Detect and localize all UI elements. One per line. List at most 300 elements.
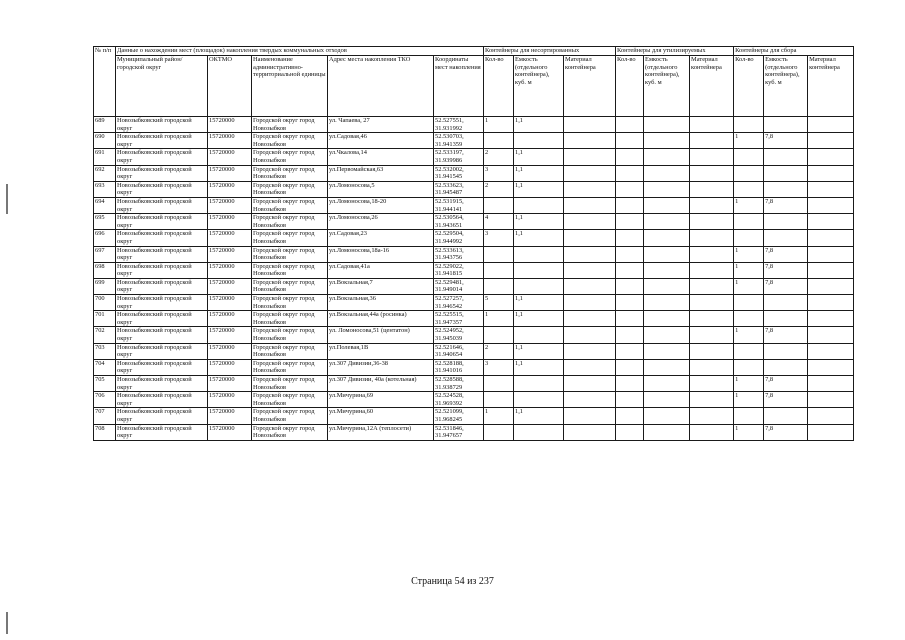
cell-unsorted-qty: 5: [484, 295, 514, 311]
cell-collect-capacity: 7,8: [764, 262, 808, 278]
cell-recycle-capacity: [644, 197, 690, 213]
cell-recycle-capacity: [644, 295, 690, 311]
cell-coords: 52.528188, 31.941016: [434, 359, 484, 375]
cell-coords: 52.521646, 31.940654: [434, 343, 484, 359]
cell-recycle-qty: [616, 197, 644, 213]
cell-recycle-capacity: [644, 359, 690, 375]
cell-district: Новозыбковский городской округ: [116, 376, 208, 392]
table-row: [94, 327, 854, 343]
cell-unsorted-qty: [484, 392, 514, 408]
cell-recycle-material: [690, 311, 734, 327]
cell-collect-qty: [734, 295, 764, 311]
table-row: [94, 392, 854, 408]
cell-unsorted-capacity: [514, 262, 564, 278]
header-group-collect: Контейнеры для сбора: [734, 47, 854, 56]
cell-unsorted-capacity: [514, 327, 564, 343]
cell-district: Новозыбковский городской округ: [116, 343, 208, 359]
header-unsorted-capacity: Емкость (отдельного контейнера), куб. м: [514, 56, 564, 117]
cell-recycle-material: [690, 181, 734, 197]
cell-coords: 52.521099, 31.968245: [434, 408, 484, 424]
cell-unsorted-material: [564, 117, 616, 133]
cell-recycle-qty: [616, 278, 644, 294]
cell-collect-material: [808, 278, 854, 294]
cell-unsorted-qty: [484, 278, 514, 294]
cell-unsorted-qty: 2: [484, 149, 514, 165]
cell-unit: Городской округ город Новозыбков: [252, 327, 328, 343]
cell-unsorted-material: [564, 424, 616, 440]
table-row: [94, 149, 854, 165]
cell-oktmo: 15720000: [208, 424, 252, 440]
cell-address: ул.307 Дивизии,36-38: [328, 359, 434, 375]
cell-unsorted-material: [564, 214, 616, 230]
cell-unsorted-capacity: [514, 197, 564, 213]
cell-address: ул.Садовая,41а: [328, 262, 434, 278]
cell-unit: Городской округ город Новозыбков: [252, 246, 328, 262]
cell-oktmo: 15720000: [208, 214, 252, 230]
cell-oktmo: 15720000: [208, 392, 252, 408]
cell-collect-capacity: [764, 165, 808, 181]
cell-unsorted-material: [564, 408, 616, 424]
cell-collect-material: [808, 197, 854, 213]
header-recycle-qty: Кол-во: [616, 56, 644, 117]
cell-oktmo: 15720000: [208, 376, 252, 392]
cell-unsorted-material: [564, 246, 616, 262]
cell-recycle-material: [690, 327, 734, 343]
cell-recycle-capacity: [644, 214, 690, 230]
cell-collect-qty: 1: [734, 376, 764, 392]
cell-recycle-qty: [616, 327, 644, 343]
cell-coords: 52.524528, 31.969392: [434, 392, 484, 408]
cell-collect-capacity: [764, 295, 808, 311]
cell-collect-material: [808, 424, 854, 440]
cell-recycle-qty: [616, 343, 644, 359]
table-row: [94, 311, 854, 327]
table-row: [94, 214, 854, 230]
scan-margin-mark: [6, 612, 8, 634]
cell-collect-material: [808, 149, 854, 165]
cell-district: Новозыбковский городской округ: [116, 311, 208, 327]
header-recycle-material: Материал контейнера: [690, 56, 734, 117]
row-number: 697: [94, 246, 116, 262]
cell-unsorted-material: [564, 133, 616, 149]
header-unit: Наименование административно-территориальной единицы: [252, 56, 328, 117]
cell-recycle-material: [690, 359, 734, 375]
cell-unsorted-capacity: 1,1: [514, 149, 564, 165]
cell-oktmo: 15720000: [208, 295, 252, 311]
table-row: [94, 133, 854, 149]
cell-unsorted-material: [564, 376, 616, 392]
cell-recycle-material: [690, 424, 734, 440]
cell-unsorted-qty: 1: [484, 408, 514, 424]
header-group-row: [94, 47, 854, 56]
cell-district: Новозыбковский городской округ: [116, 246, 208, 262]
cell-collect-capacity: 7,8: [764, 327, 808, 343]
cell-recycle-qty: [616, 149, 644, 165]
cell-unsorted-capacity: [514, 246, 564, 262]
header-num: № п/п: [94, 47, 116, 117]
cell-coords: 52.527551, 31.931992: [434, 117, 484, 133]
row-number: 704: [94, 359, 116, 375]
cell-recycle-qty: [616, 214, 644, 230]
cell-oktmo: 15720000: [208, 311, 252, 327]
cell-collect-capacity: [764, 343, 808, 359]
cell-unsorted-capacity: [514, 376, 564, 392]
cell-collect-material: [808, 327, 854, 343]
header-oktmo: ОКТМО: [208, 56, 252, 117]
cell-unsorted-capacity: 1,1: [514, 214, 564, 230]
cell-unsorted-capacity: 1,1: [514, 230, 564, 246]
cell-recycle-material: [690, 343, 734, 359]
cell-collect-material: [808, 359, 854, 375]
cell-unit: Городской округ город Новозыбков: [252, 424, 328, 440]
cell-unit: Городской округ город Новозыбков: [252, 165, 328, 181]
cell-collect-qty: [734, 117, 764, 133]
cell-unit: Городской округ город Новозыбков: [252, 408, 328, 424]
cell-recycle-capacity: [644, 165, 690, 181]
cell-unit: Городской округ город Новозыбков: [252, 149, 328, 165]
table-row: [94, 278, 854, 294]
header-unsorted-qty: Кол-во: [484, 56, 514, 117]
cell-collect-qty: 1: [734, 197, 764, 213]
cell-unsorted-qty: 1: [484, 117, 514, 133]
cell-recycle-qty: [616, 311, 644, 327]
cell-address: ул.Первомайская,63: [328, 165, 434, 181]
header-district: Муниципальный район/городской округ: [116, 56, 208, 117]
row-number: 701: [94, 311, 116, 327]
cell-unsorted-material: [564, 343, 616, 359]
cell-recycle-capacity: [644, 149, 690, 165]
header-collect-capacity: Емкость (отдельного контейнера), куб. м: [764, 56, 808, 117]
waste-sites-table: [93, 46, 854, 441]
cell-district: Новозыбковский городской округ: [116, 149, 208, 165]
row-number: 689: [94, 117, 116, 133]
row-number: 699: [94, 278, 116, 294]
cell-recycle-capacity: [644, 181, 690, 197]
cell-unit: Городской округ город Новозыбков: [252, 376, 328, 392]
cell-unsorted-material: [564, 230, 616, 246]
cell-unsorted-capacity: [514, 424, 564, 440]
cell-recycle-capacity: [644, 392, 690, 408]
cell-collect-capacity: 7,8: [764, 133, 808, 149]
cell-coords: 52.530703, 31.941359: [434, 133, 484, 149]
cell-collect-material: [808, 230, 854, 246]
cell-district: Новозыбковский городской округ: [116, 359, 208, 375]
cell-unsorted-capacity: 1,1: [514, 343, 564, 359]
cell-unsorted-material: [564, 197, 616, 213]
cell-address: ул. Ломоносова,51 (центатон): [328, 327, 434, 343]
table-row: [94, 197, 854, 213]
cell-collect-qty: 1: [734, 278, 764, 294]
cell-coords: 52.527257, 31.946542: [434, 295, 484, 311]
cell-oktmo: 15720000: [208, 181, 252, 197]
cell-district: Новозыбковский городской округ: [116, 181, 208, 197]
cell-district: Новозыбковский городской округ: [116, 278, 208, 294]
row-number: 708: [94, 424, 116, 440]
cell-collect-qty: 1: [734, 392, 764, 408]
cell-collect-material: [808, 392, 854, 408]
cell-collect-material: [808, 133, 854, 149]
cell-recycle-material: [690, 408, 734, 424]
cell-unit: Городской округ город Новозыбков: [252, 343, 328, 359]
cell-unsorted-capacity: [514, 133, 564, 149]
cell-recycle-qty: [616, 117, 644, 133]
cell-recycle-qty: [616, 424, 644, 440]
cell-oktmo: 15720000: [208, 278, 252, 294]
cell-coords: 52.529504, 31.944992: [434, 230, 484, 246]
cell-collect-material: [808, 295, 854, 311]
cell-collect-capacity: 7,8: [764, 246, 808, 262]
cell-district: Новозыбковский городской округ: [116, 424, 208, 440]
cell-unit: Городской округ город Новозыбков: [252, 197, 328, 213]
cell-recycle-qty: [616, 165, 644, 181]
cell-unit: Городской округ город Новозыбков: [252, 262, 328, 278]
table-row: [94, 181, 854, 197]
row-number: 698: [94, 262, 116, 278]
cell-coords: 52.533623, 31.945487: [434, 181, 484, 197]
cell-recycle-material: [690, 117, 734, 133]
header-address: Адрес места накопления ТКО: [328, 56, 434, 117]
cell-oktmo: 15720000: [208, 359, 252, 375]
cell-collect-qty: 1: [734, 262, 764, 278]
cell-recycle-material: [690, 392, 734, 408]
cell-coords: 52.528588, 31.938729: [434, 376, 484, 392]
cell-address: ул.Мичурина,60: [328, 408, 434, 424]
header-coords: Координаты мест накопления: [434, 56, 484, 117]
cell-unsorted-qty: 2: [484, 181, 514, 197]
cell-unit: Городской округ город Новозыбков: [252, 181, 328, 197]
cell-oktmo: 15720000: [208, 165, 252, 181]
cell-collect-capacity: [764, 311, 808, 327]
cell-unit: Городской округ город Новозыбков: [252, 295, 328, 311]
row-number: 700: [94, 295, 116, 311]
table-row: [94, 408, 854, 424]
row-number: 706: [94, 392, 116, 408]
cell-collect-qty: 1: [734, 327, 764, 343]
cell-collect-material: [808, 246, 854, 262]
cell-collect-capacity: [764, 181, 808, 197]
cell-unit: Городской округ город Новозыбков: [252, 214, 328, 230]
cell-recycle-capacity: [644, 408, 690, 424]
cell-collect-capacity: [764, 117, 808, 133]
row-number: 694: [94, 197, 116, 213]
header-group-unsorted: Контейнеры для несортированных: [484, 47, 616, 56]
cell-recycle-material: [690, 214, 734, 230]
table-row: [94, 262, 854, 278]
cell-district: Новозыбковский городской округ: [116, 327, 208, 343]
cell-collect-qty: 1: [734, 133, 764, 149]
cell-collect-qty: [734, 181, 764, 197]
cell-recycle-qty: [616, 246, 644, 262]
cell-address: ул. Чапаева, 27: [328, 117, 434, 133]
cell-recycle-qty: [616, 262, 644, 278]
cell-coords: 52.531846, 31.947657: [434, 424, 484, 440]
cell-collect-material: [808, 311, 854, 327]
cell-recycle-qty: [616, 133, 644, 149]
cell-oktmo: 15720000: [208, 327, 252, 343]
cell-recycle-qty: [616, 295, 644, 311]
cell-coords: 52.530564, 31.943651: [434, 214, 484, 230]
row-number: 705: [94, 376, 116, 392]
cell-unit: Городской округ город Новозыбков: [252, 359, 328, 375]
cell-address: ул.Ломоносова,26: [328, 214, 434, 230]
cell-unsorted-material: [564, 392, 616, 408]
cell-coords: 52.531915, 31.944141: [434, 197, 484, 213]
row-number: 690: [94, 133, 116, 149]
cell-collect-material: [808, 376, 854, 392]
cell-collect-capacity: 7,8: [764, 424, 808, 440]
cell-collect-qty: [734, 343, 764, 359]
cell-coords: 52.529481, 31.949014: [434, 278, 484, 294]
cell-collect-capacity: 7,8: [764, 197, 808, 213]
cell-oktmo: 15720000: [208, 246, 252, 262]
header-group-location: Данные о нахождении мест (площадок) накопления твердых коммунальных отходов: [116, 47, 484, 56]
cell-collect-capacity: [764, 230, 808, 246]
cell-collect-qty: [734, 230, 764, 246]
cell-unsorted-qty: [484, 376, 514, 392]
cell-collect-qty: [734, 165, 764, 181]
cell-unsorted-material: [564, 165, 616, 181]
cell-address: ул.Полевая,1В: [328, 343, 434, 359]
cell-collect-capacity: 7,8: [764, 392, 808, 408]
cell-district: Новозыбковский городской округ: [116, 392, 208, 408]
cell-address: ул.Вокзальная,7: [328, 278, 434, 294]
row-number: 707: [94, 408, 116, 424]
cell-collect-qty: [734, 311, 764, 327]
cell-recycle-qty: [616, 230, 644, 246]
cell-oktmo: 15720000: [208, 133, 252, 149]
cell-unsorted-qty: 3: [484, 230, 514, 246]
cell-recycle-material: [690, 278, 734, 294]
cell-recycle-material: [690, 295, 734, 311]
cell-district: Новозыбковский городской округ: [116, 165, 208, 181]
cell-coords: 52.524952, 31.945039: [434, 327, 484, 343]
row-number: 695: [94, 214, 116, 230]
cell-district: Новозыбковский городской округ: [116, 197, 208, 213]
header-collect-qty: Кол-во: [734, 56, 764, 117]
cell-address: ул.Ломоносова,18а-16: [328, 246, 434, 262]
table-body: [94, 117, 854, 441]
cell-district: Новозыбковский городской округ: [116, 230, 208, 246]
cell-unsorted-qty: 4: [484, 214, 514, 230]
cell-collect-material: [808, 343, 854, 359]
cell-unsorted-qty: [484, 197, 514, 213]
cell-unit: Городской округ город Новозыбков: [252, 311, 328, 327]
table-row: [94, 230, 854, 246]
cell-collect-material: [808, 165, 854, 181]
cell-coords: 52.533613, 31.943756: [434, 246, 484, 262]
cell-unit: Городской округ город Новозыбков: [252, 133, 328, 149]
cell-unsorted-qty: [484, 133, 514, 149]
cell-collect-capacity: [764, 408, 808, 424]
cell-recycle-material: [690, 133, 734, 149]
cell-unsorted-material: [564, 359, 616, 375]
cell-unsorted-qty: [484, 424, 514, 440]
page-number: Страница 54 из 237: [411, 576, 494, 587]
cell-unsorted-qty: [484, 327, 514, 343]
cell-recycle-material: [690, 230, 734, 246]
row-number: 696: [94, 230, 116, 246]
table-row: [94, 295, 854, 311]
cell-recycle-capacity: [644, 133, 690, 149]
table-row: [94, 343, 854, 359]
cell-oktmo: 15720000: [208, 408, 252, 424]
cell-address: ул.Садовая,46: [328, 133, 434, 149]
header-recycle-capacity: Емкость (отдельного контейнера), куб. м: [644, 56, 690, 117]
cell-unit: Городской округ город Новозыбков: [252, 278, 328, 294]
cell-recycle-capacity: [644, 424, 690, 440]
cell-address: ул.Мичурина,69: [328, 392, 434, 408]
table-row: [94, 246, 854, 262]
cell-collect-material: [808, 262, 854, 278]
cell-unsorted-material: [564, 181, 616, 197]
cell-recycle-capacity: [644, 262, 690, 278]
cell-oktmo: 15720000: [208, 343, 252, 359]
cell-recycle-qty: [616, 376, 644, 392]
cell-collect-capacity: [764, 359, 808, 375]
cell-address: ул.Чкалова,14: [328, 149, 434, 165]
cell-collect-material: [808, 117, 854, 133]
cell-unsorted-qty: [484, 246, 514, 262]
table-row: [94, 359, 854, 375]
cell-unsorted-capacity: 1,1: [514, 181, 564, 197]
row-number: 703: [94, 343, 116, 359]
cell-recycle-material: [690, 376, 734, 392]
header-collect-material: Материал контейнера: [808, 56, 854, 117]
scan-margin-mark: [6, 184, 8, 214]
cell-collect-capacity: 7,8: [764, 278, 808, 294]
table-row: [94, 117, 854, 133]
cell-oktmo: 15720000: [208, 197, 252, 213]
cell-address: ул.Вокзальная,36: [328, 295, 434, 311]
cell-recycle-material: [690, 149, 734, 165]
cell-address: ул.Садовая,23: [328, 230, 434, 246]
cell-recycle-capacity: [644, 278, 690, 294]
row-number: 691: [94, 149, 116, 165]
row-number: 692: [94, 165, 116, 181]
header-columns-row: [94, 56, 854, 117]
cell-coords: 52.525515, 31.947357: [434, 311, 484, 327]
cell-unsorted-qty: 3: [484, 165, 514, 181]
cell-district: Новозыбковский городской округ: [116, 408, 208, 424]
cell-unsorted-material: [564, 278, 616, 294]
cell-unsorted-capacity: 1,1: [514, 359, 564, 375]
cell-unsorted-material: [564, 327, 616, 343]
cell-unsorted-material: [564, 295, 616, 311]
cell-recycle-qty: [616, 408, 644, 424]
cell-collect-qty: [734, 149, 764, 165]
cell-unsorted-capacity: 1,1: [514, 165, 564, 181]
cell-unsorted-capacity: 1,1: [514, 408, 564, 424]
cell-recycle-capacity: [644, 327, 690, 343]
cell-coords: 52.532002, 31.941545: [434, 165, 484, 181]
cell-unit: Городской округ город Новозыбков: [252, 230, 328, 246]
cell-collect-material: [808, 181, 854, 197]
cell-oktmo: 15720000: [208, 230, 252, 246]
cell-address: ул.Ломоносова,5: [328, 181, 434, 197]
cell-district: Новозыбковский городской округ: [116, 133, 208, 149]
cell-oktmo: 15720000: [208, 262, 252, 278]
cell-district: Новозыбковский городской округ: [116, 295, 208, 311]
cell-address: ул.Вокзальная,44а (росинка): [328, 311, 434, 327]
cell-unsorted-material: [564, 311, 616, 327]
table-row: [94, 165, 854, 181]
header-unsorted-material: Материал контейнера: [564, 56, 616, 117]
cell-unit: Городской округ город Новозыбков: [252, 392, 328, 408]
cell-unsorted-capacity: 1,1: [514, 117, 564, 133]
cell-unsorted-qty: [484, 262, 514, 278]
cell-unsorted-material: [564, 149, 616, 165]
cell-collect-material: [808, 408, 854, 424]
